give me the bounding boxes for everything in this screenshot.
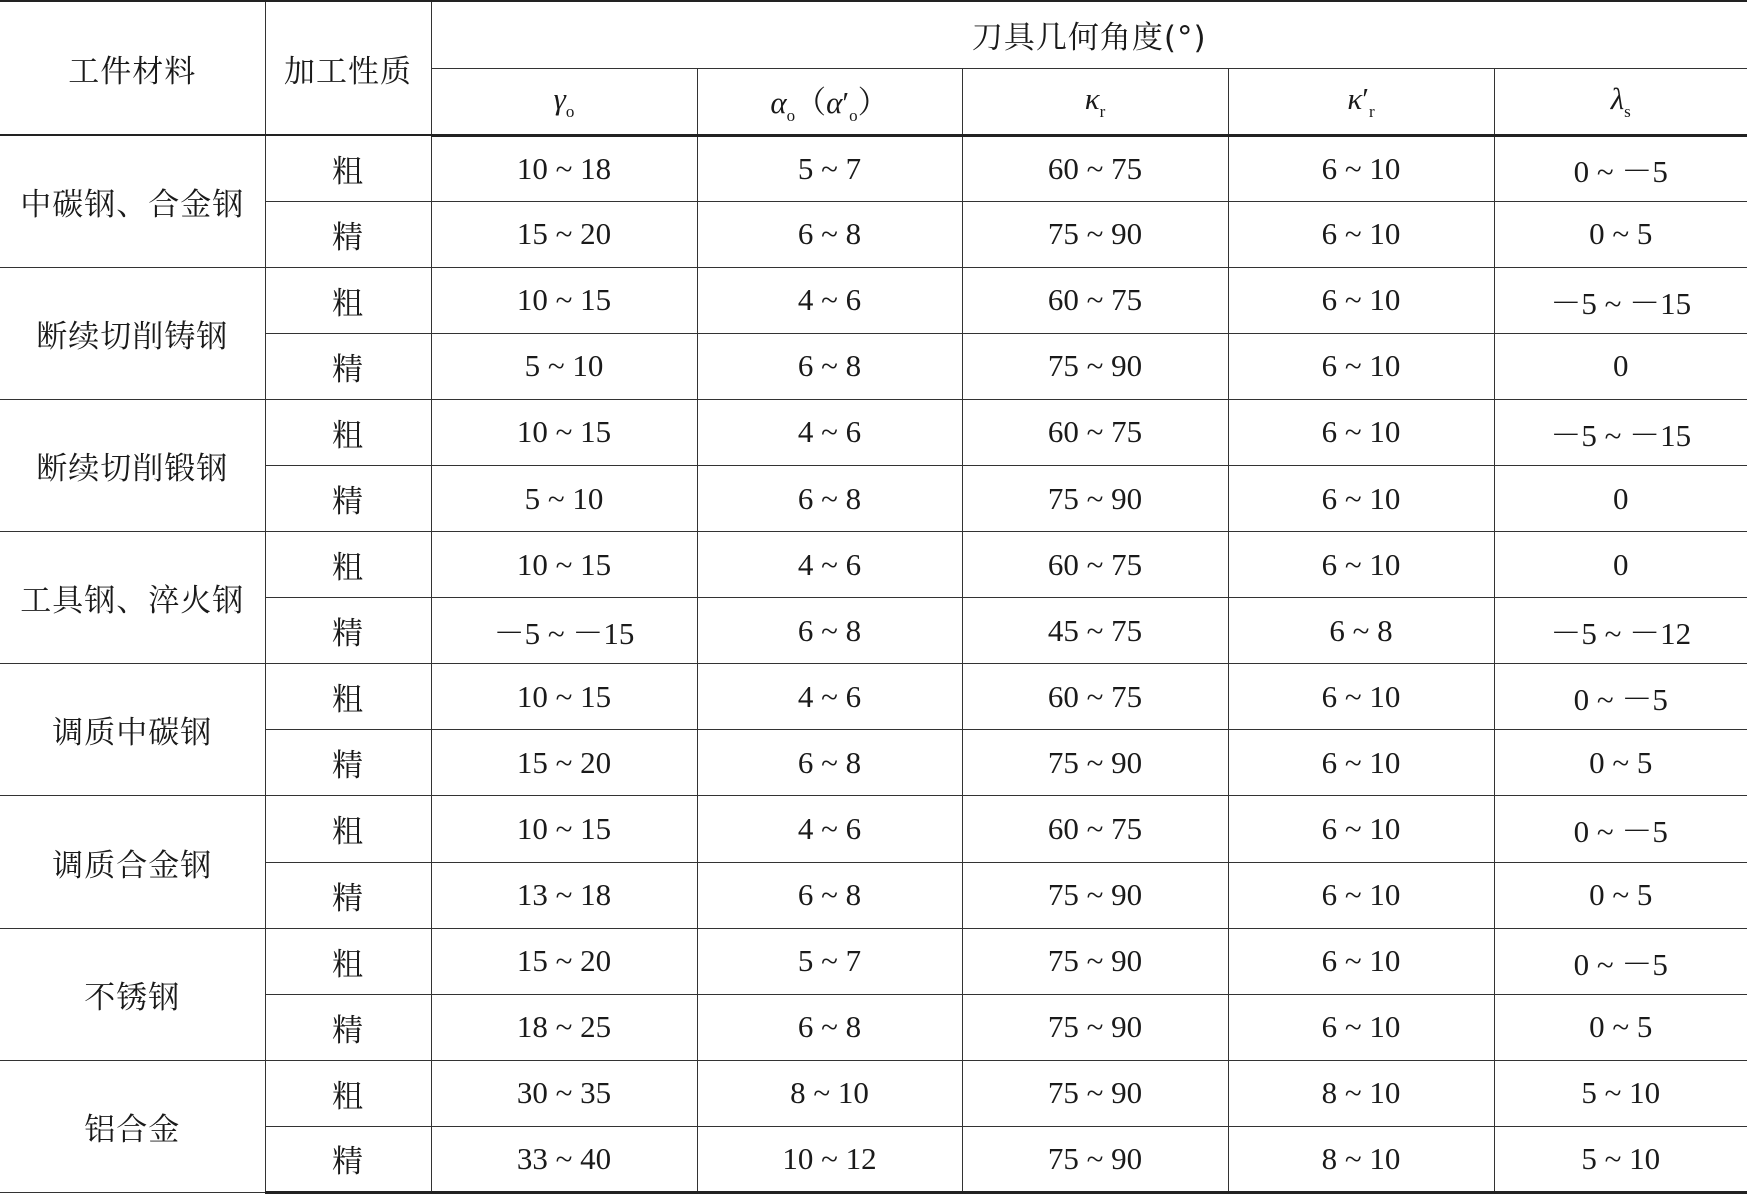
subscript: r	[1369, 101, 1375, 121]
clearance-cell: 4 ~ 6	[697, 796, 962, 862]
clearance-cell: 6 ~ 8	[697, 465, 962, 531]
table-row	[0, 267, 1747, 333]
inclination-cell: 0 ~ －5	[1494, 135, 1747, 201]
clearance-cell: 4 ~ 6	[697, 399, 962, 465]
process-cell: 精	[265, 333, 431, 399]
clearance-cell: 4 ~ 6	[697, 532, 962, 598]
minor-cutting-edge-cell: 6 ~ 10	[1228, 796, 1494, 862]
header-clearance-angle	[697, 68, 962, 135]
process-cell: 精	[265, 1126, 431, 1192]
material-cell: 工具钢、淬火钢	[0, 532, 265, 664]
header-material: 工件材料	[0, 1, 265, 135]
minor-cutting-edge-cell: 8 ~ 10	[1228, 1060, 1494, 1126]
process-cell: 精	[265, 862, 431, 928]
inclination-cell: 0	[1494, 333, 1747, 399]
clearance-cell: 6 ~ 8	[697, 994, 962, 1060]
rake-cell: 10 ~ 15	[431, 532, 697, 598]
process-cell: 粗	[265, 796, 431, 862]
material-cell: 调质中碳钢	[0, 664, 265, 796]
rake-cell: 15 ~ 20	[431, 201, 697, 267]
process-cell: 精	[265, 201, 431, 267]
cutting-edge-cell: 75 ~ 90	[962, 1060, 1228, 1126]
minor-cutting-edge-cell: 8 ~ 10	[1228, 1126, 1494, 1192]
inclination-cell: 0	[1494, 465, 1747, 531]
cutting-edge-cell: 60 ~ 75	[962, 796, 1228, 862]
cutting-edge-cell: 45 ~ 75	[962, 598, 1228, 664]
subscript: s	[1624, 101, 1631, 121]
process-cell: 精	[265, 465, 431, 531]
minor-cutting-edge-cell: 6 ~ 10	[1228, 333, 1494, 399]
table-row	[0, 399, 1747, 465]
subscript: r	[1099, 101, 1106, 121]
rake-cell: 15 ~ 20	[431, 928, 697, 994]
cutting-edge-cell: 75 ~ 90	[962, 928, 1228, 994]
prime-mark: ′	[842, 84, 850, 120]
process-cell: 粗	[265, 1060, 431, 1126]
clearance-cell: 5 ~ 7	[697, 135, 962, 201]
inclination-cell: 5 ~ 10	[1494, 1060, 1747, 1126]
cutting-edge-cell: 75 ~ 90	[962, 862, 1228, 928]
close-paren: ）	[857, 84, 889, 120]
symbol-kappa: κ	[1084, 80, 1100, 116]
rake-cell: 10 ~ 15	[431, 267, 697, 333]
table-row	[0, 664, 1747, 730]
minor-cutting-edge-cell: 6 ~ 10	[1228, 928, 1494, 994]
cutting-edge-cell: 75 ~ 90	[962, 465, 1228, 531]
process-cell: 精	[265, 994, 431, 1060]
cutting-edge-cell: 75 ~ 90	[962, 994, 1228, 1060]
inclination-cell: 0 ~ －5	[1494, 928, 1747, 994]
material-cell: 铝合金	[0, 1060, 265, 1192]
inclination-cell: 0 ~ 5	[1494, 994, 1747, 1060]
clearance-cell: 6 ~ 8	[697, 333, 962, 399]
symbol-kappa: κ	[1347, 80, 1363, 116]
inclination-cell: 0 ~ 5	[1494, 730, 1747, 796]
inclination-cell: 0	[1494, 532, 1747, 598]
minor-cutting-edge-cell: 6 ~ 10	[1228, 267, 1494, 333]
header-cutting-edge-angle	[962, 68, 1228, 135]
rake-cell: 10 ~ 15	[431, 796, 697, 862]
minor-cutting-edge-cell: 6 ~ 10	[1228, 399, 1494, 465]
process-cell: 粗	[265, 532, 431, 598]
clearance-cell: 6 ~ 8	[697, 201, 962, 267]
material-cell: 断续切削锻钢	[0, 399, 265, 531]
cutting-edge-cell: 60 ~ 75	[962, 532, 1228, 598]
rake-cell: 13 ~ 18	[431, 862, 697, 928]
inclination-cell: －5 ~ －12	[1494, 598, 1747, 664]
process-cell: 粗	[265, 399, 431, 465]
rake-cell: 33 ~ 40	[431, 1126, 697, 1192]
inclination-cell: 5 ~ 10	[1494, 1126, 1747, 1192]
rake-cell: 30 ~ 35	[431, 1060, 697, 1126]
rake-cell: 10 ~ 15	[431, 664, 697, 730]
inclination-cell: 0 ~ －5	[1494, 664, 1747, 730]
minor-cutting-edge-cell: 6 ~ 8	[1228, 598, 1494, 664]
header-angle-group: 刀具几何角度(°)	[431, 1, 1747, 68]
minor-cutting-edge-cell: 6 ~ 10	[1228, 730, 1494, 796]
cutting-edge-cell: 60 ~ 75	[962, 664, 1228, 730]
inclination-cell: 0 ~ －5	[1494, 796, 1747, 862]
material-cell: 断续切削铸钢	[0, 267, 265, 399]
cutting-edge-cell: 75 ~ 90	[962, 730, 1228, 796]
minor-cutting-edge-cell: 6 ~ 10	[1228, 532, 1494, 598]
rake-cell: 10 ~ 18	[431, 135, 697, 201]
process-cell: 粗	[265, 664, 431, 730]
rake-cell: －5 ~ －15	[431, 598, 697, 664]
prime-mark: ′	[1362, 80, 1369, 116]
rake-cell: 5 ~ 10	[431, 333, 697, 399]
open-paren: （	[795, 84, 827, 120]
minor-cutting-edge-cell: 6 ~ 10	[1228, 994, 1494, 1060]
minor-cutting-edge-cell: 6 ~ 10	[1228, 135, 1494, 201]
minor-cutting-edge-cell: 6 ~ 10	[1228, 465, 1494, 531]
process-cell: 精	[265, 730, 431, 796]
inclination-cell: －5 ~ －15	[1494, 267, 1747, 333]
inclination-cell: 0 ~ 5	[1494, 862, 1747, 928]
cutting-edge-cell: 60 ~ 75	[962, 135, 1228, 201]
clearance-cell: 4 ~ 6	[697, 664, 962, 730]
clearance-cell: 10 ~ 12	[697, 1126, 962, 1192]
minor-cutting-edge-cell: 6 ~ 10	[1228, 664, 1494, 730]
rake-cell: 18 ~ 25	[431, 994, 697, 1060]
symbol-alpha-minor: α	[826, 84, 843, 120]
clearance-cell: 6 ~ 8	[697, 598, 962, 664]
table-row	[0, 135, 1747, 201]
inclination-cell: －5 ~ －15	[1494, 399, 1747, 465]
clearance-cell: 6 ~ 8	[697, 862, 962, 928]
header-rake-angle	[431, 68, 697, 135]
cutting-edge-cell: 60 ~ 75	[962, 399, 1228, 465]
inclination-cell: 0 ~ 5	[1494, 201, 1747, 267]
cutting-edge-cell: 60 ~ 75	[962, 267, 1228, 333]
process-cell: 粗	[265, 135, 431, 201]
subscript: o	[849, 105, 858, 125]
rake-cell: 10 ~ 15	[431, 399, 697, 465]
minor-cutting-edge-cell: 6 ~ 10	[1228, 862, 1494, 928]
symbol-alpha: α	[770, 84, 787, 120]
clearance-cell: 4 ~ 6	[697, 267, 962, 333]
table-row	[0, 796, 1747, 862]
minor-cutting-edge-cell: 6 ~ 10	[1228, 201, 1494, 267]
symbol-lambda: λ	[1610, 80, 1625, 116]
process-cell: 精	[265, 598, 431, 664]
rake-cell: 5 ~ 10	[431, 465, 697, 531]
table-body	[0, 135, 1747, 1193]
header-process: 加工性质	[265, 1, 431, 135]
rake-cell: 15 ~ 20	[431, 730, 697, 796]
table-row	[0, 532, 1747, 598]
cutting-edge-cell: 75 ~ 90	[962, 333, 1228, 399]
subscript: o	[786, 105, 796, 125]
process-cell: 粗	[265, 928, 431, 994]
header-inclination-angle	[1494, 68, 1747, 135]
header-minor-cutting-edge-angle	[1228, 68, 1494, 135]
material-cell: 中碳钢、合金钢	[0, 135, 265, 267]
table-row	[0, 1060, 1747, 1126]
subscript: o	[565, 101, 575, 121]
process-cell: 粗	[265, 267, 431, 333]
clearance-cell: 5 ~ 7	[697, 928, 962, 994]
cutting-edge-cell: 75 ~ 90	[962, 201, 1228, 267]
material-cell: 调质合金钢	[0, 796, 265, 928]
clearance-cell: 6 ~ 8	[697, 730, 962, 796]
clearance-cell: 8 ~ 10	[697, 1060, 962, 1126]
symbol-gamma: γ	[553, 80, 566, 116]
material-cell: 不锈钢	[0, 928, 265, 1060]
cutting-edge-cell: 75 ~ 90	[962, 1126, 1228, 1192]
table-row	[0, 928, 1747, 994]
